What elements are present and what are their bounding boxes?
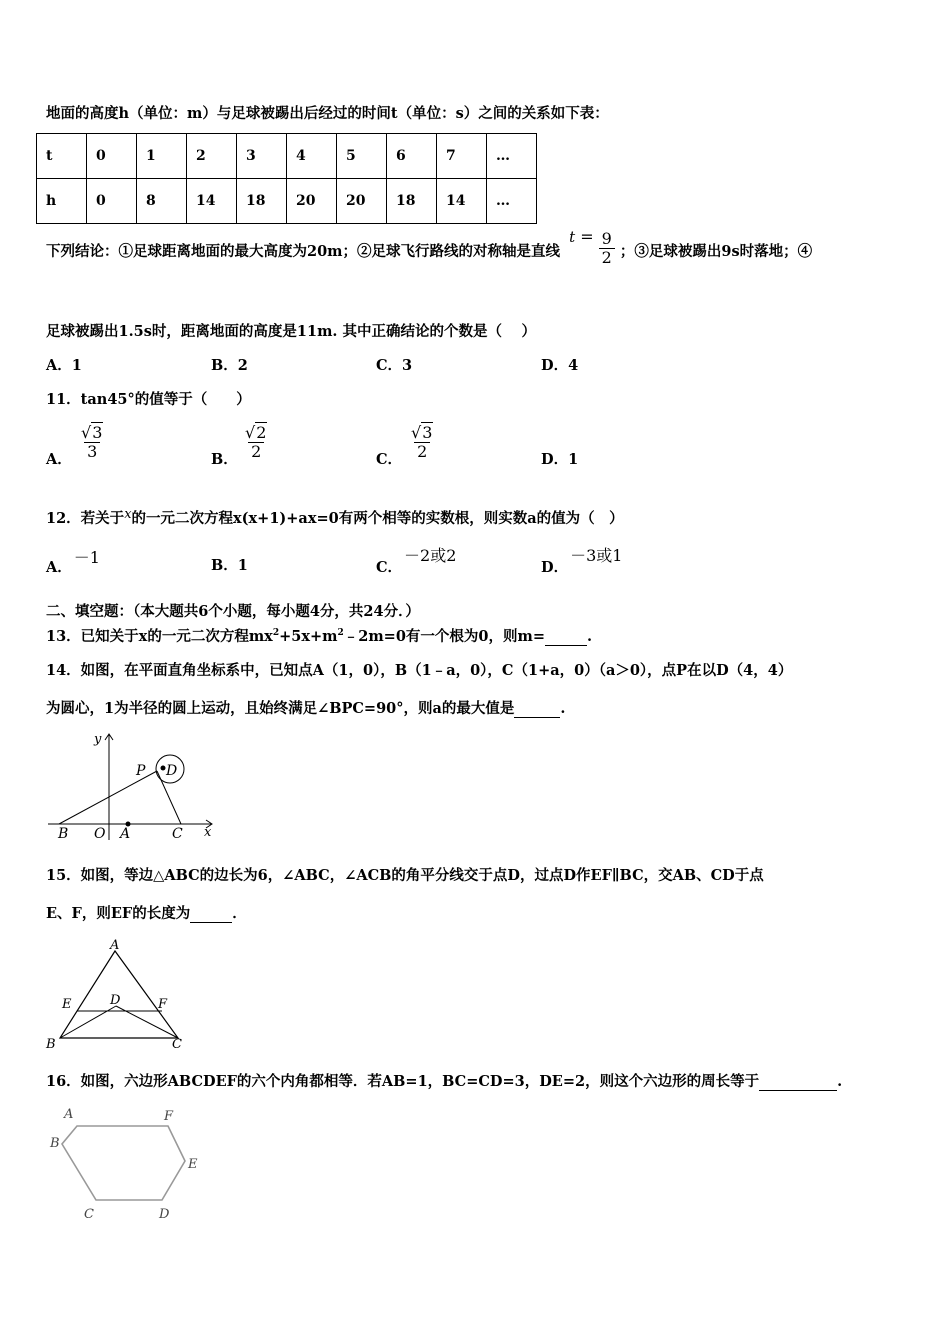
label-o: O bbox=[94, 826, 106, 842]
q10-option-d: D．4 bbox=[541, 357, 579, 374]
label-f: F bbox=[158, 997, 168, 1012]
label-p: P bbox=[136, 763, 146, 779]
q12-stem-b: 的一元二次方程x(x+1)+ax=0有两个相等的实数根，则实数a的值为（ ） bbox=[131, 510, 624, 527]
label-a: A bbox=[110, 938, 120, 953]
fraction-numerator: √3 bbox=[411, 423, 433, 442]
label-c: C bbox=[84, 1207, 94, 1222]
answer-blank bbox=[759, 1073, 837, 1091]
label-b: B bbox=[50, 1136, 60, 1151]
label-d: D bbox=[166, 763, 178, 779]
q16-hexagon-figure bbox=[40, 1100, 210, 1225]
q12-stem-a: 12．若关于 bbox=[46, 510, 125, 527]
answer-blank bbox=[545, 628, 587, 646]
q13-text-d: . bbox=[587, 628, 593, 645]
q14-line2 bbox=[46, 697, 565, 718]
table-row bbox=[37, 179, 537, 224]
label-e: E bbox=[62, 997, 72, 1012]
option-value: －1 bbox=[73, 548, 100, 567]
hexagon-abcdef bbox=[62, 1126, 185, 1200]
table-cell: 4 bbox=[287, 134, 337, 179]
fraction-denominator: 3 bbox=[84, 442, 100, 461]
fraction-denominator: 2 bbox=[599, 248, 615, 267]
q14-text: 为圆心，1为半径的圆上运动，且始终满足∠BPC=90°，则a的最大值是 bbox=[46, 700, 515, 717]
q16-text: 16．如图，六边形ABCDEF的六个内角都相等．若AB=1，BC=CD=3，DE=2，则这个六边形的周长等于 bbox=[46, 1073, 760, 1090]
q10-option-c: C．3 bbox=[376, 357, 413, 374]
table-cell: 5 bbox=[337, 134, 387, 179]
q11-option-c-fraction bbox=[408, 424, 436, 460]
label-d: D bbox=[159, 1207, 170, 1222]
label-x: x bbox=[204, 825, 212, 840]
equals-sign: = bbox=[580, 227, 594, 247]
q13-text-a: 13．已知关于x的一元二次方程mx bbox=[46, 628, 273, 645]
fraction-numerator: 9 bbox=[601, 229, 612, 248]
q11-option-c bbox=[376, 448, 402, 469]
q10-text-b: ；③足球被踢出9s时落地；④ bbox=[619, 243, 813, 261]
fraction-numerator: √3 bbox=[81, 423, 103, 442]
q15-text-end: ． bbox=[232, 905, 247, 922]
var-x: x bbox=[124, 507, 132, 522]
table-cell: 7 bbox=[437, 134, 487, 179]
fraction-9-2 bbox=[599, 230, 615, 266]
option-label: A． bbox=[46, 559, 72, 576]
table-cell: … bbox=[487, 179, 537, 224]
option-value: －3或1 bbox=[570, 546, 623, 565]
q11-option-a-fraction bbox=[78, 424, 106, 460]
q13-line bbox=[46, 625, 592, 646]
q12-option-d bbox=[541, 546, 623, 577]
q16-line bbox=[46, 1070, 842, 1091]
intro-line: 地面的高度h（单位：m）与足球被踢出后经过的时间t（单位：s）之间的关系如下表： bbox=[46, 105, 609, 122]
q10-option-a: A．1 bbox=[46, 357, 82, 374]
q11-option-a bbox=[46, 448, 72, 469]
q14-line1: 14．如图，在平面直角坐标系中，已知点A（1，0），B（1﹣a，0），C（1+a，0）（a＞0），点P在以D（4，4） bbox=[46, 662, 793, 679]
table-cell: 20 bbox=[287, 179, 337, 224]
option-label: C． bbox=[376, 451, 403, 468]
fraction-denominator: 2 bbox=[414, 442, 430, 461]
radicand: 3 bbox=[422, 423, 433, 442]
table-cell: 14 bbox=[437, 179, 487, 224]
q14-coordinate-figure bbox=[40, 728, 220, 846]
option-value: －2或2 bbox=[404, 546, 457, 565]
q14-text-end: . bbox=[560, 700, 566, 717]
q10-option-b: B．2 bbox=[211, 357, 248, 374]
answer-blank bbox=[190, 905, 232, 923]
radicand: 2 bbox=[256, 423, 267, 442]
section-heading: 二、填空题：（本大题共6个小题，每小题4分，共24分．） bbox=[46, 603, 420, 620]
label-a: A bbox=[120, 826, 131, 842]
label-f: F bbox=[164, 1109, 174, 1124]
fraction-numerator: √2 bbox=[245, 423, 267, 442]
label-y: y bbox=[94, 732, 102, 747]
q13-text-b: +5x+m bbox=[279, 628, 338, 645]
option-label: C． bbox=[376, 559, 403, 576]
q10-line2: 足球被踢出1.5s时，距离地面的高度是11m. 其中正确结论的个数是（ ） bbox=[46, 323, 537, 340]
q15-triangle-figure bbox=[40, 936, 190, 1054]
q11-option-b-fraction bbox=[242, 424, 270, 460]
label-e: E bbox=[188, 1157, 198, 1172]
table-cell: 8 bbox=[137, 179, 187, 224]
table-cell: 3 bbox=[237, 134, 287, 179]
label-a: A bbox=[64, 1107, 74, 1122]
answer-blank bbox=[514, 700, 560, 718]
q12-option-b: B．1 bbox=[211, 557, 248, 574]
q10-formula bbox=[569, 220, 615, 267]
label-d: D bbox=[110, 993, 121, 1008]
fraction-denominator: 2 bbox=[248, 442, 264, 461]
q10-line1 bbox=[46, 227, 813, 270]
option-label: A． bbox=[46, 451, 72, 468]
table-cell: 14 bbox=[187, 179, 237, 224]
label-c: C bbox=[172, 1037, 182, 1052]
option-label: D． bbox=[541, 559, 569, 576]
q11-option-b bbox=[211, 448, 238, 469]
q15-text: E、F，则EF的长度为 bbox=[46, 905, 191, 922]
q15-line1: 15．如图，等边△ABC的边长为6，∠ABC，∠ACB的角平分线交于点D，过点D作EF∥BC，交AB、CD于点 bbox=[46, 867, 764, 884]
point-d bbox=[161, 766, 166, 771]
table-cell: 2 bbox=[187, 134, 237, 179]
label-b: B bbox=[46, 1037, 56, 1052]
table-row bbox=[37, 134, 537, 179]
option-label: B． bbox=[211, 451, 238, 468]
table-cell: 20 bbox=[337, 179, 387, 224]
table-cell: 0 bbox=[87, 179, 137, 224]
q10-text-a: 下列结论：①足球距离地面的最大高度为20m；②足球飞行路线的对称轴是直线 bbox=[46, 243, 561, 261]
q12-option-a bbox=[46, 548, 100, 577]
label-c: C bbox=[172, 826, 183, 842]
table-cell: h bbox=[37, 179, 87, 224]
table-cell: 18 bbox=[237, 179, 287, 224]
table-cell: t bbox=[37, 134, 87, 179]
q11-stem: 11．tan45°的值等于（ ） bbox=[46, 391, 251, 408]
table-cell: 1 bbox=[137, 134, 187, 179]
table-cell: 0 bbox=[87, 134, 137, 179]
q12-option-c bbox=[376, 546, 457, 577]
table-cell: … bbox=[487, 134, 537, 179]
q11-option-d: D．1 bbox=[541, 451, 579, 468]
label-b: B bbox=[58, 826, 69, 842]
table-cell: 6 bbox=[387, 134, 437, 179]
var-t: t bbox=[569, 228, 576, 247]
table-cell: 18 bbox=[387, 179, 437, 224]
superscript: 2 bbox=[272, 628, 280, 639]
q16-text-end: . bbox=[837, 1073, 843, 1090]
superscript: 2 bbox=[337, 628, 344, 639]
q13-text-c: ﹣2m=0有一个根为0，则m= bbox=[343, 628, 545, 645]
radicand: 3 bbox=[92, 423, 103, 442]
q15-line2 bbox=[46, 902, 247, 923]
q12-stem bbox=[46, 507, 624, 528]
time-height-table bbox=[36, 133, 537, 224]
